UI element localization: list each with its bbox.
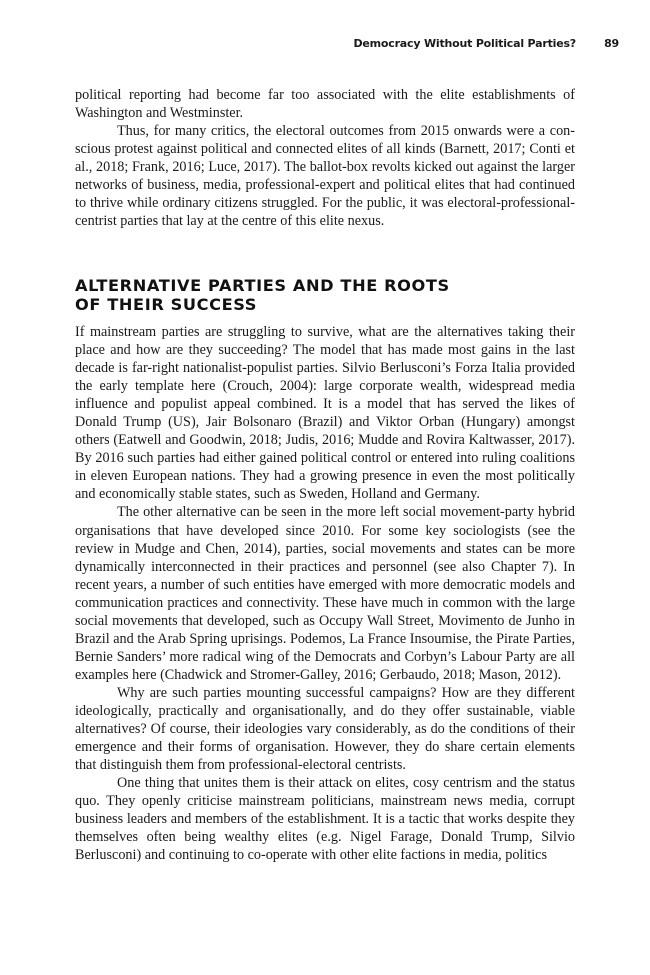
body-text-top bbox=[75, 86, 575, 230]
paragraph: Thus, for many critics, the electoral outcomes from 2015 onwards were a conscious protest against political and connected elites of all kinds (Barnett, 2017; Conti et al., 2018; Frank, 2016; Luce, 2017). The ballot-box revolts kicked out against the larger networks of business, media, professional-expert and political elites that had continued to thrive while ordinary citizens struggled. For the public, it was electoral-professional-centrist parties that lay at the centre of this elite nexus. bbox=[75, 123, 575, 230]
paragraph-continued: political reporting had become far too associated with the elite establishments of Washington and Westminster. bbox=[75, 87, 575, 122]
section-heading-line-1: ALTERNATIVE PARTIES AND THE ROOTS bbox=[75, 276, 450, 295]
running-header bbox=[0, 37, 650, 53]
section-heading-line-2: OF THEIR SUCCESS bbox=[75, 294, 258, 314]
running-title: Democracy Without Political Parties? bbox=[353, 37, 576, 50]
paragraph: Why are such parties mounting successful campaigns? How are they different ideologically, practically and organisationally, and do they offer sustainable, viable alternatives? Of course, their ideologies vary considerably, as do the conditions of their emergence and their forms of organisation. However, they do share certain elements that distinguish them from professional-electoral centrists. bbox=[75, 684, 575, 774]
section-body bbox=[75, 323, 575, 864]
paragraph: One thing that unites them is their attack on elites, cosy centrism and the status quo. They openly criticise mainstream politicians, mainstream news media, corrupt business leaders and members of the establishment. It is a tactic that works despite they themselves often being wealthy elites (e.g. Nigel Farage, Donald Trump, Silvio Berlusconi) and continuing to co-operate with other elite factions in media, politics bbox=[75, 775, 575, 864]
paragraph: The other alternative can be seen in the more left social movement-party hybrid organisations that have developed since 2010. For some key sociologists (see the review in Mudge and Chen, 2014), parties, social movements and states can be more dynamically interconnected in their practices and personnel (see also Chapter 7). In recent years, a number of such entities have emerged with more democratic models and communication practices and connectivity. These have much in common with the large social movements that developed, such as Occupy Wall Street, Movimento de Junho in Brazil and the Arab Spring uprisings. Podemos, La France Insoumise, the Pirate Parties, Bernie Sanders’ more radical wing of the Democrats and Corbyn’s Labour Party are all examples here (Chadwick and Stromer-Galley, 2016; Gerbaudo, 2018; Mason, 2012). bbox=[75, 504, 575, 683]
section-heading bbox=[75, 277, 575, 314]
paragraph: If mainstream parties are struggling to survive, what are the alternatives taking their place and how are they succeeding? The model that has made most gains in the last decade is far-right nationalist-populist parties. Silvio Berlusconi’s Forza Italia provided the early template here (Crouch, 2004): large corporate wealth, widespread media influence and populist appeal combined. It is a model that has served the likes of Donald Trump (US), Jair Bolsonaro (Brazil) and Viktor Orban (Hungary) amongst others (Eatwell and Goodwin, 2018; Judis, 2016; Mudde and Rovira Kaltwasser, 2017). By 2016 such parties had either gained political control or entered into ruling coalitions in eleven European nations. They had a growing presence in even the most politically and economically stable states, such as Sweden, Holland and Germany. bbox=[75, 324, 575, 503]
page-number: 89 bbox=[604, 37, 619, 50]
